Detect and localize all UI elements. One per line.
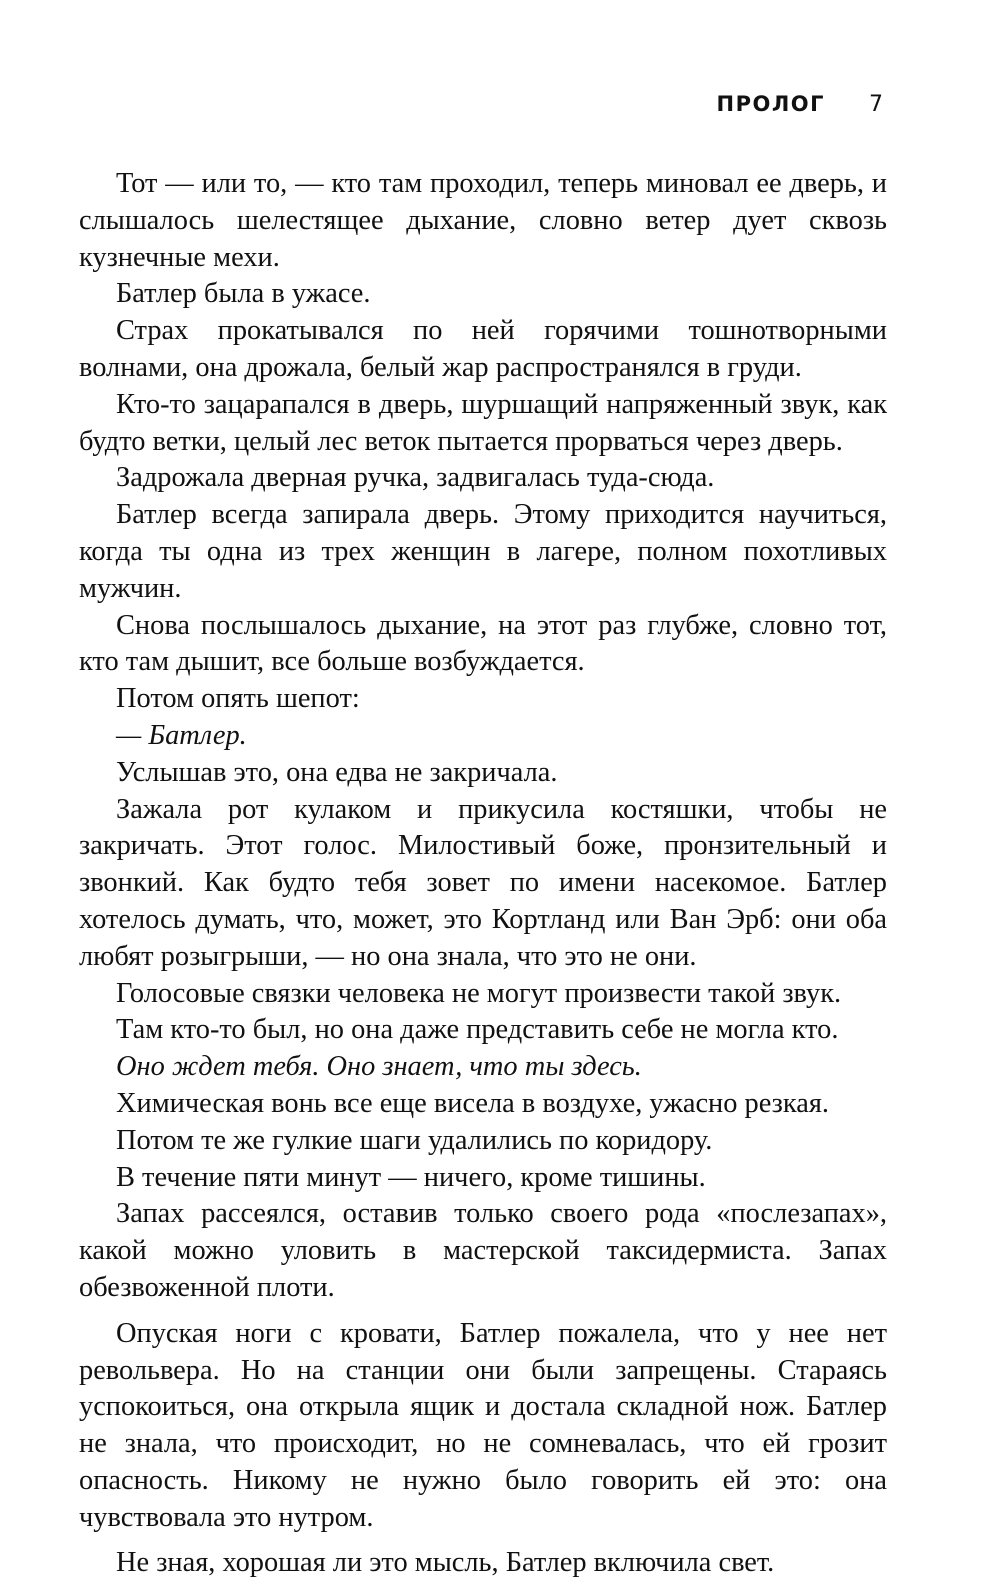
paragraph: Кто-то зацарапался в дверь, шуршащий напряженный звук, как будто ветки, целый лес веток пытается прорваться через дверь.: [79, 388, 887, 457]
paragraph: Не зная, хорошая ли это мысль, Батлер включила свет.: [116, 1547, 775, 1579]
paragraph: Услышав это, она едва не закричала.: [116, 756, 558, 788]
scene-gap: [79, 1536, 887, 1545]
paragraph: Запах рассеялся, оставив только своего рода «послезапах», какой можно уловить в мастерской таксидермиста. Запах обезвоженной плоти.: [79, 1198, 887, 1303]
paragraph: Химическая вонь все еще висела в воздухе, ужасно резкая.: [116, 1087, 830, 1119]
paragraph: Снова послышалось дыхание, на этот раз глубже, словно тот, кто там дышит, все больше возбуждается.: [79, 609, 887, 678]
body-text: [79, 166, 887, 1582]
paragraph: Страх прокатывался по ней горячими тошнотворными волнами, она дрожала, белый жар распространялся в груди.: [79, 315, 887, 383]
paragraph: В течение пяти минут — ничего, кроме тишины.: [116, 1161, 706, 1193]
paragraph: Задрожала дверная ручка, задвигалась туда-сюда.: [116, 462, 715, 494]
section-title: ПРОЛОГ: [716, 92, 825, 116]
paragraph: Тот — или то, — кто там проходил, теперь миновал ее дверь, и слышалось шелестящее дыхание, словно ветер дует сквозь кузнечные мехи.: [79, 168, 887, 273]
scene-gap: [79, 1307, 887, 1316]
running-head: [717, 92, 884, 117]
page-number: 7: [869, 92, 883, 117]
paragraph: Потом те же гулкие шаги удалились по коридору.: [116, 1124, 713, 1156]
paragraph: Батлер всегда запирала дверь. Этому приходится научиться, когда ты одна из трех женщин в лагере, полном похотливых мужчин.: [79, 499, 887, 604]
paragraph: Там кто-то был, но она даже представить себе не могла кто.: [116, 1014, 839, 1046]
paragraph: Зажала рот кулаком и прикусила костяшки, чтобы не закричать. Этот голос. Милостивый боже, пронзительный и звонкий. Как будто тебя зовет по имени насекомое. Батлер хотелось думать, что, может, это Кортланд или Ван Эрб: они оба любят розыгрыши, — но она знала, что это не они.: [79, 793, 887, 972]
paragraph: Потом опять шепот:: [116, 683, 360, 715]
paragraph: Опуская ноги с кровати, Батлер пожалела, что у нее нет револьвера. Но на станции они были запрещены. Стараясь успокоиться, она открыла ящик и достала складной нож. Батлер не знала, что происходит, но не сомневалась, что ей грозит опасность. Никому не нужно было говорить ей это: она чувствовала это нутром.: [79, 1317, 887, 1533]
paragraph: Батлер была в ужасе.: [116, 278, 371, 310]
italic-thought: Оно ждет тебя. Оно знает, что ты здесь.: [116, 1051, 642, 1083]
italic-speech: — Батлер.: [116, 719, 247, 751]
paragraph: Голосовые связки человека не могут произвести такой звук.: [116, 977, 842, 1009]
